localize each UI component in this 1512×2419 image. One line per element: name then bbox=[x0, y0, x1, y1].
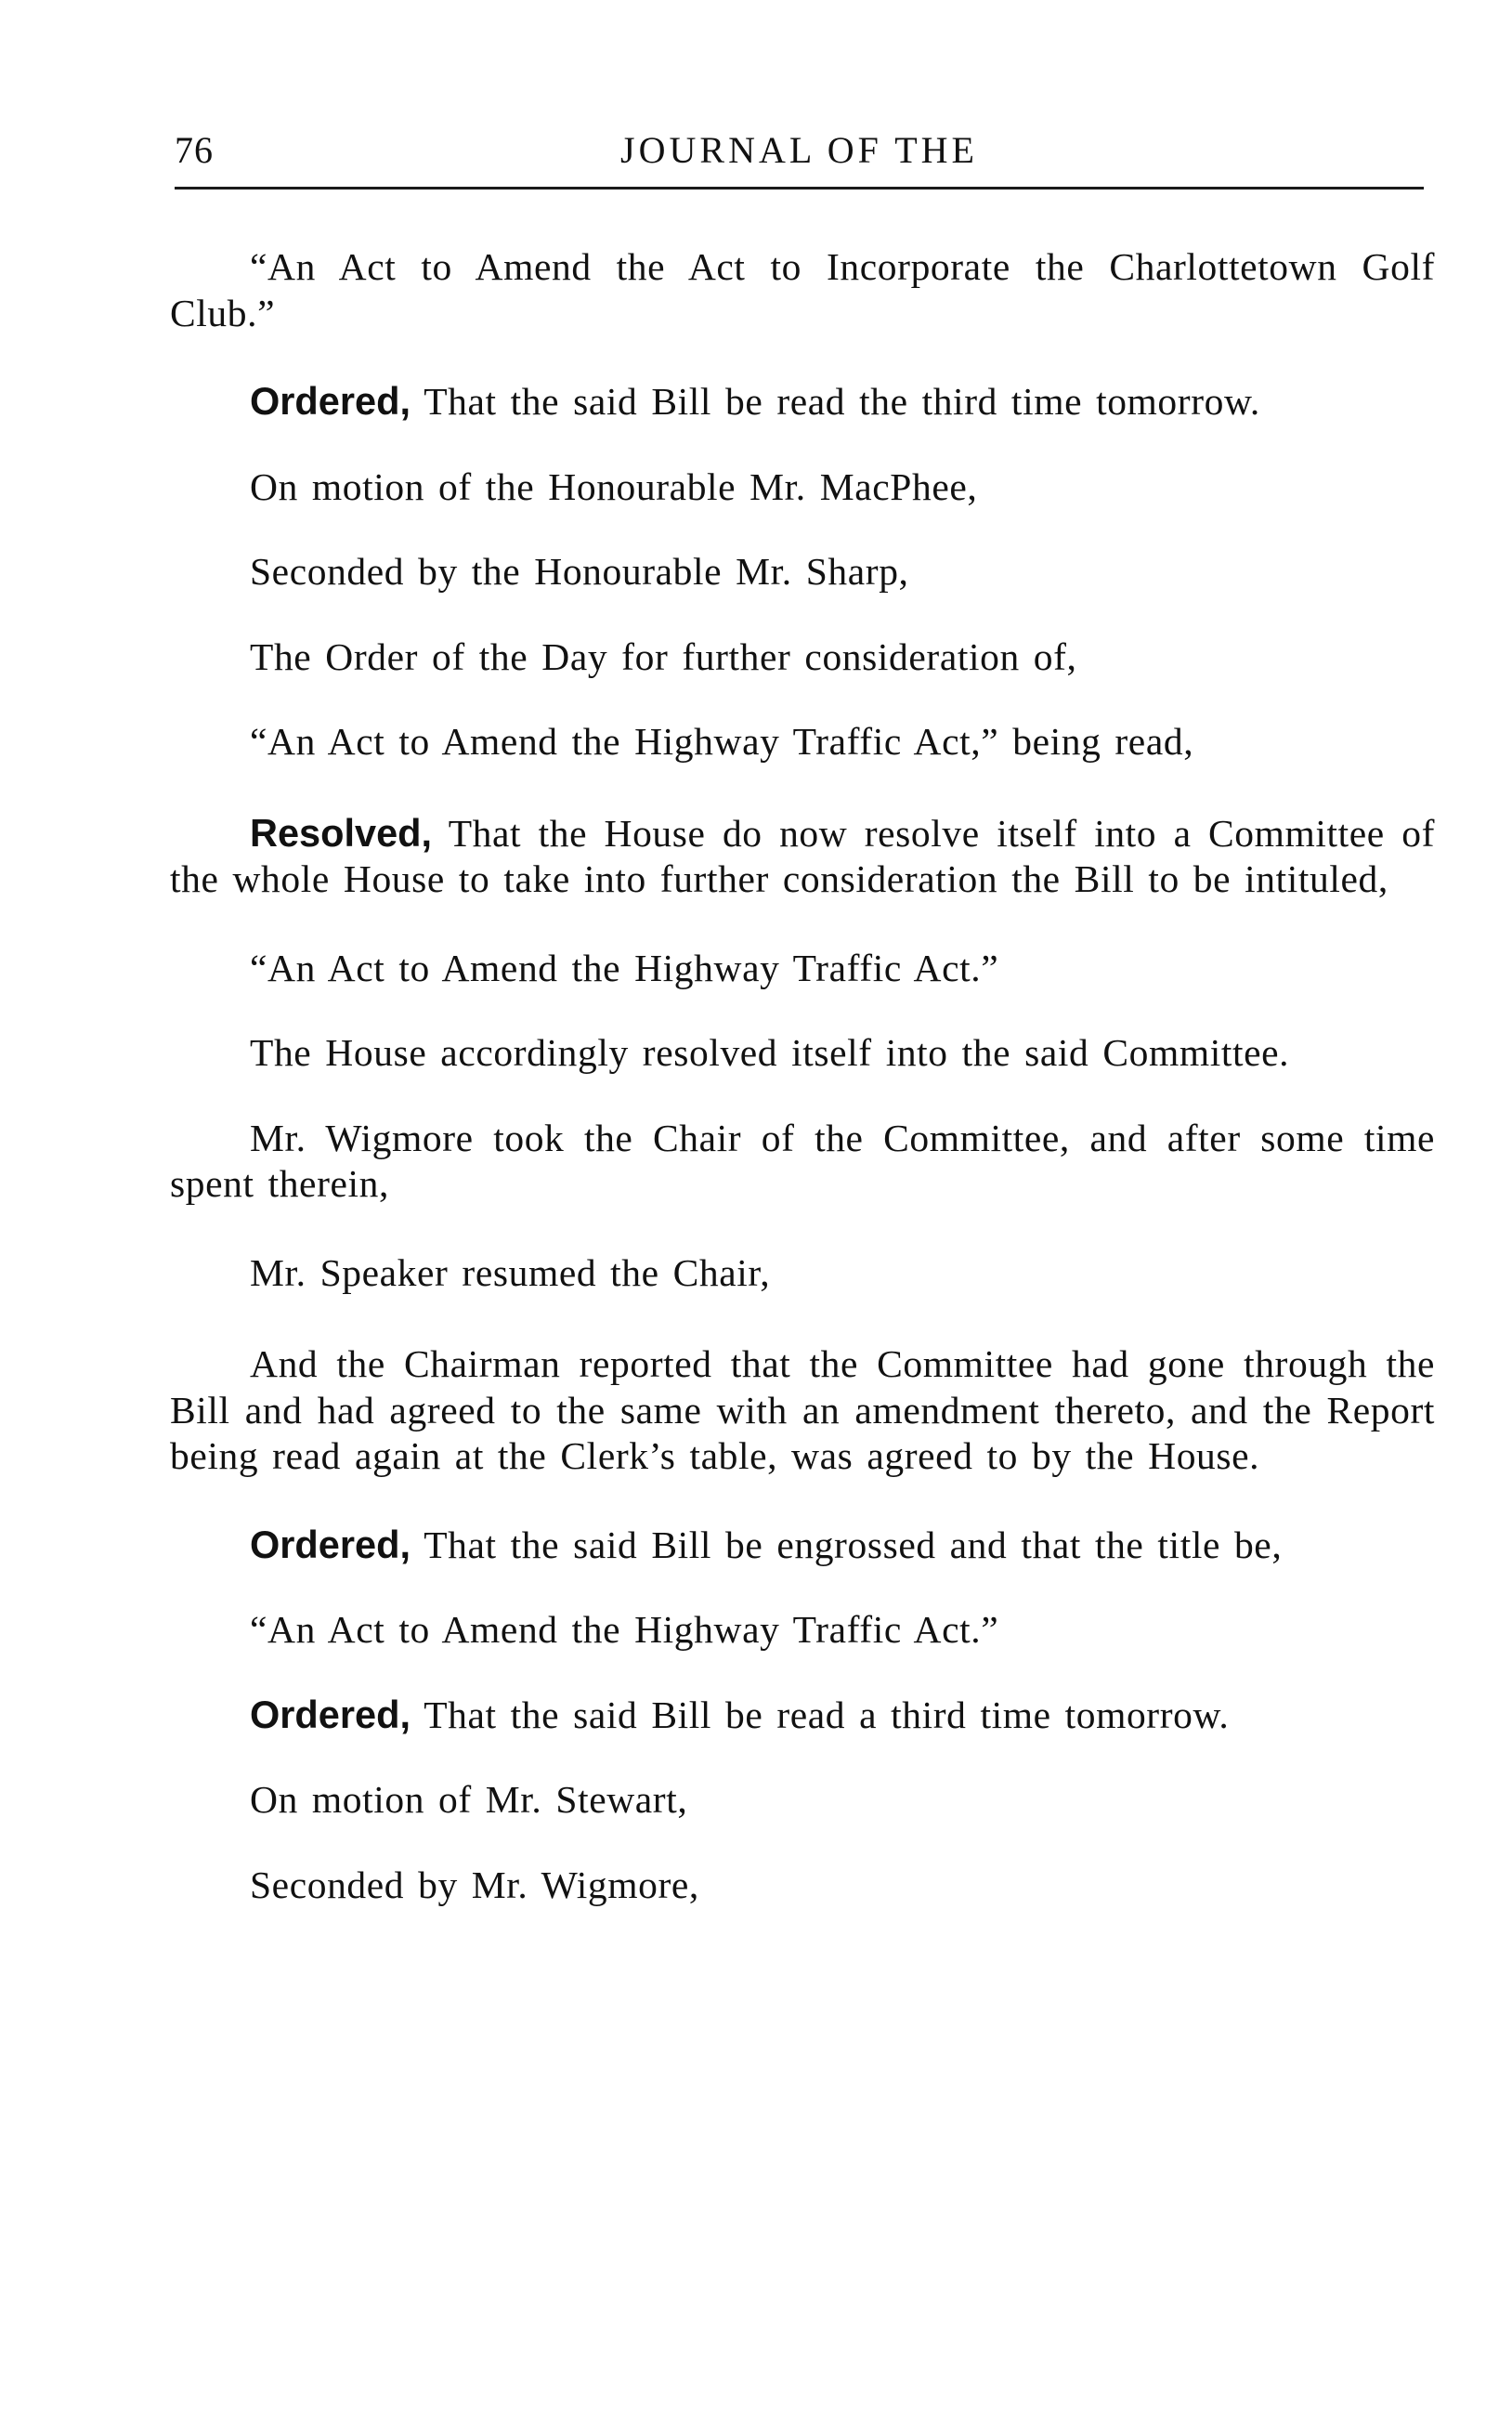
paragraph-resolved-committee: Resolved, That the House do now resolve itself into a Committee of the whole House to take into further consideration the Bill to be intituled, bbox=[170, 810, 1435, 900]
paragraph-bill-title-golf-club: “An Act to Amend the Act to Incorporate the Charlottetown Golf Club.” bbox=[170, 245, 1435, 334]
paragraph-ordered-third-time: Ordered, That the said Bill be read a third time tomorrow. bbox=[250, 1692, 1230, 1736]
paragraph-speaker-resumed: Mr. Speaker resumed the Chair, bbox=[250, 1250, 771, 1294]
body-text bbox=[170, 243, 1435, 1908]
page-header bbox=[175, 119, 1424, 175]
paragraph-order-of-the-day: The Order of the Day for further consideration of, bbox=[250, 634, 1077, 678]
paragraph-ordered-third-reading: Ordered, That the said Bill be read the third time tomorrow. bbox=[250, 379, 1260, 423]
header-rule bbox=[175, 187, 1424, 190]
page-number: 76 bbox=[175, 129, 214, 171]
paragraph-motion-stewart: On motion of Mr. Stewart, bbox=[250, 1778, 688, 1821]
paragraph-motion-macphee: On motion of the Honourable Mr. MacPhee, bbox=[250, 464, 978, 508]
paragraph-bill-title-highway-traffic-3: “An Act to Amend the Highway Traffic Act.” bbox=[250, 1608, 999, 1651]
paragraph-house-resolved: The House accordingly resolved itself into the said Committee. bbox=[250, 1031, 1290, 1074]
paragraph-seconded-sharp: Seconded by the Honourable Mr. Sharp, bbox=[250, 550, 909, 593]
running-head: JOURNAL OF THE bbox=[620, 129, 978, 171]
paragraph-ordered-engrossed: Ordered, That the said Bill be engrossed and that the title be, bbox=[250, 1522, 1283, 1566]
paragraph-bill-title-highway-traffic: “An Act to Amend the Highway Traffic Act,” being read, bbox=[250, 720, 1194, 763]
paragraph-wigmore-chair: Mr. Wigmore took the Chair of the Committee, and after some time spent therein, bbox=[170, 1116, 1435, 1205]
paragraph-bill-title-highway-traffic-2: “An Act to Amend the Highway Traffic Act.” bbox=[250, 946, 999, 989]
paragraph-seconded-wigmore: Seconded by Mr. Wigmore, bbox=[250, 1863, 699, 1906]
paragraph-chairman-reported: And the Chairman reported that the Committee had gone through the Bill and had agreed to the same with an amendment thereto, and the Report being read again at the Clerk’s table, was agreed to by the House. bbox=[170, 1342, 1435, 1477]
